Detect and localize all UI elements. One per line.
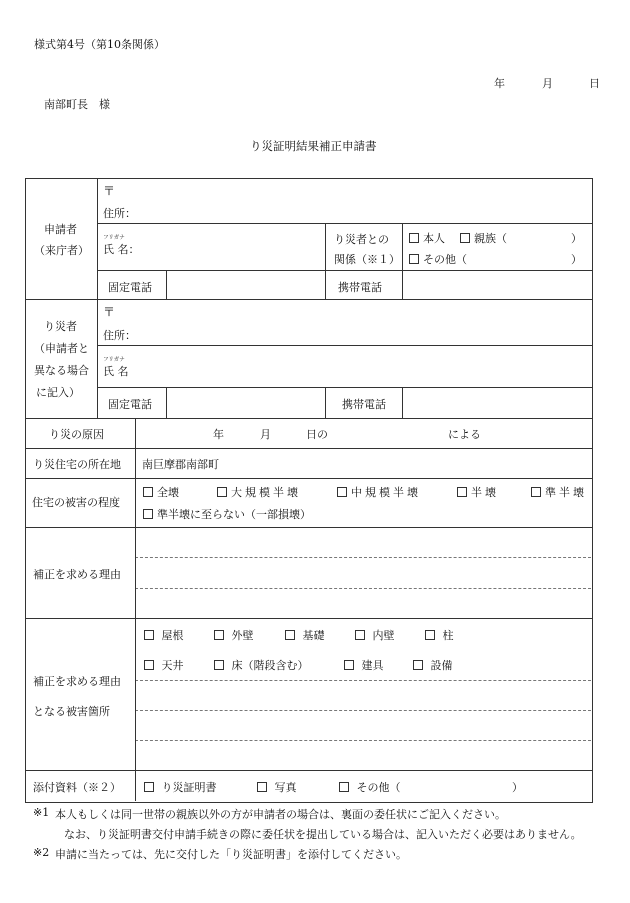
note2-text: 申請に当たっては、先に交付した「り災証明書」を添付してください。 — [55, 848, 407, 861]
location-value: 南巨摩郡南部町 — [142, 458, 219, 471]
location-label: り災住宅の所在地 — [33, 458, 121, 471]
cause-month: 月 — [260, 428, 271, 441]
damage-option-4[interactable]: 半壊 — [457, 484, 499, 500]
address-label: 住所： — [103, 207, 136, 220]
relation-other-checkbox[interactable] — [409, 254, 419, 264]
victim-label-sub2: 異なる場合 — [34, 364, 89, 377]
part-equipment[interactable]: 設備 — [413, 657, 453, 673]
attachment-other-close: ） — [512, 781, 523, 794]
mobile-label: 携帯電話 — [338, 281, 382, 294]
attachments-label: 添付資料（※２） — [33, 781, 121, 794]
damaged-parts-label: 補正を求める理由 — [33, 675, 121, 688]
part-ceiling[interactable]: 天井 — [144, 657, 184, 673]
victim-label-sub3: に記入） — [36, 386, 80, 399]
relation-relative-checkbox[interactable] — [460, 233, 470, 243]
addressee: 南部町長 様 — [44, 98, 110, 111]
relation-label-sub: 関係（※１） — [334, 253, 400, 266]
date-day-label: 日 — [589, 77, 600, 90]
relation-other-close: ） — [571, 253, 582, 266]
cause-label: り災の原因 — [49, 428, 104, 441]
cause-day: 日の — [306, 428, 328, 441]
relation-relative-close: ） — [571, 232, 582, 245]
victim-phone-label: 固定電話 — [108, 398, 152, 411]
victim-mobile-label: 携帯電話 — [342, 398, 386, 411]
attachment-photo[interactable]: 写真 — [257, 779, 297, 795]
part-pillar[interactable]: 柱 — [425, 627, 454, 643]
cause-year: 年 — [213, 428, 224, 441]
victim-name-label: 氏 名 — [103, 365, 129, 378]
damage-option-3[interactable]: 中規模半壊 — [337, 484, 421, 500]
postal-mark: 〒 — [103, 184, 116, 198]
victim-furigana-label: フリガナ — [103, 357, 125, 363]
cause-suffix: による — [448, 428, 481, 441]
furigana-label: フリガナ — [103, 235, 125, 241]
applicant-label: 申請者 — [44, 223, 77, 236]
name-label: 氏 名： — [103, 243, 140, 256]
part-fittings[interactable]: 建具 — [344, 657, 384, 673]
damage-option-6[interactable]: 準半壊に至らない（一部損壊） — [143, 506, 311, 522]
attachment-certificate[interactable]: り災証明書 — [144, 779, 217, 795]
note1-continuation: なお、り災証明書交付申請手続きの際に委任状を提出している場合は、記入いただく必要はありません。 — [64, 828, 582, 841]
note1-mark: ※1 — [33, 806, 50, 819]
victim-postal-mark: 〒 — [103, 305, 116, 319]
relation-other-label: その他（ — [423, 253, 467, 266]
relation-row1 — [409, 230, 507, 246]
victim-address-label: 住所： — [103, 329, 136, 342]
victim-label: り災者 — [44, 320, 77, 333]
part-floor[interactable]: 床（階段含む） — [214, 657, 309, 673]
note1-text: 本人もしくは同一世帯の親族以外の方が申請者の場合は、裏面の委任状にご記入ください。 — [55, 808, 506, 821]
damage-option-5[interactable]: 準半壊 — [531, 484, 587, 500]
note2-mark: ※2 — [33, 846, 50, 859]
applicant-label-sub: （来庁者） — [34, 244, 89, 257]
part-inner-wall[interactable]: 内壁 — [355, 627, 395, 643]
part-roof[interactable]: 屋根 — [144, 627, 184, 643]
victim-label-sub1: （申請者と — [34, 342, 89, 355]
part-outer-wall[interactable]: 外壁 — [214, 627, 254, 643]
form-number: 様式第4号（第10条関係） — [34, 38, 165, 51]
damaged-parts-label-sub: となる被害箇所 — [33, 705, 110, 718]
date-month-label: 月 — [542, 77, 553, 90]
attachment-other[interactable]: その他（ — [339, 779, 401, 795]
part-foundation[interactable]: 基礎 — [285, 627, 325, 643]
relation-self-checkbox[interactable] — [409, 233, 419, 243]
relation-label: り災者との — [334, 233, 389, 246]
phone-label: 固定電話 — [108, 281, 152, 294]
relation-relative-label: 親族（ — [474, 232, 507, 245]
damage-option-1[interactable]: 全壊 — [143, 484, 179, 500]
date-year-label: 年 — [494, 77, 505, 90]
damage-label: 住宅の被害の程度 — [32, 496, 120, 509]
page-title: り災証明結果補正申請書 — [250, 139, 377, 153]
relation-row2 — [409, 251, 467, 267]
relation-self-label: 本人 — [423, 232, 445, 245]
reason-label: 補正を求める理由 — [33, 568, 121, 581]
damage-option-2[interactable]: 大規模半壊 — [217, 484, 301, 500]
